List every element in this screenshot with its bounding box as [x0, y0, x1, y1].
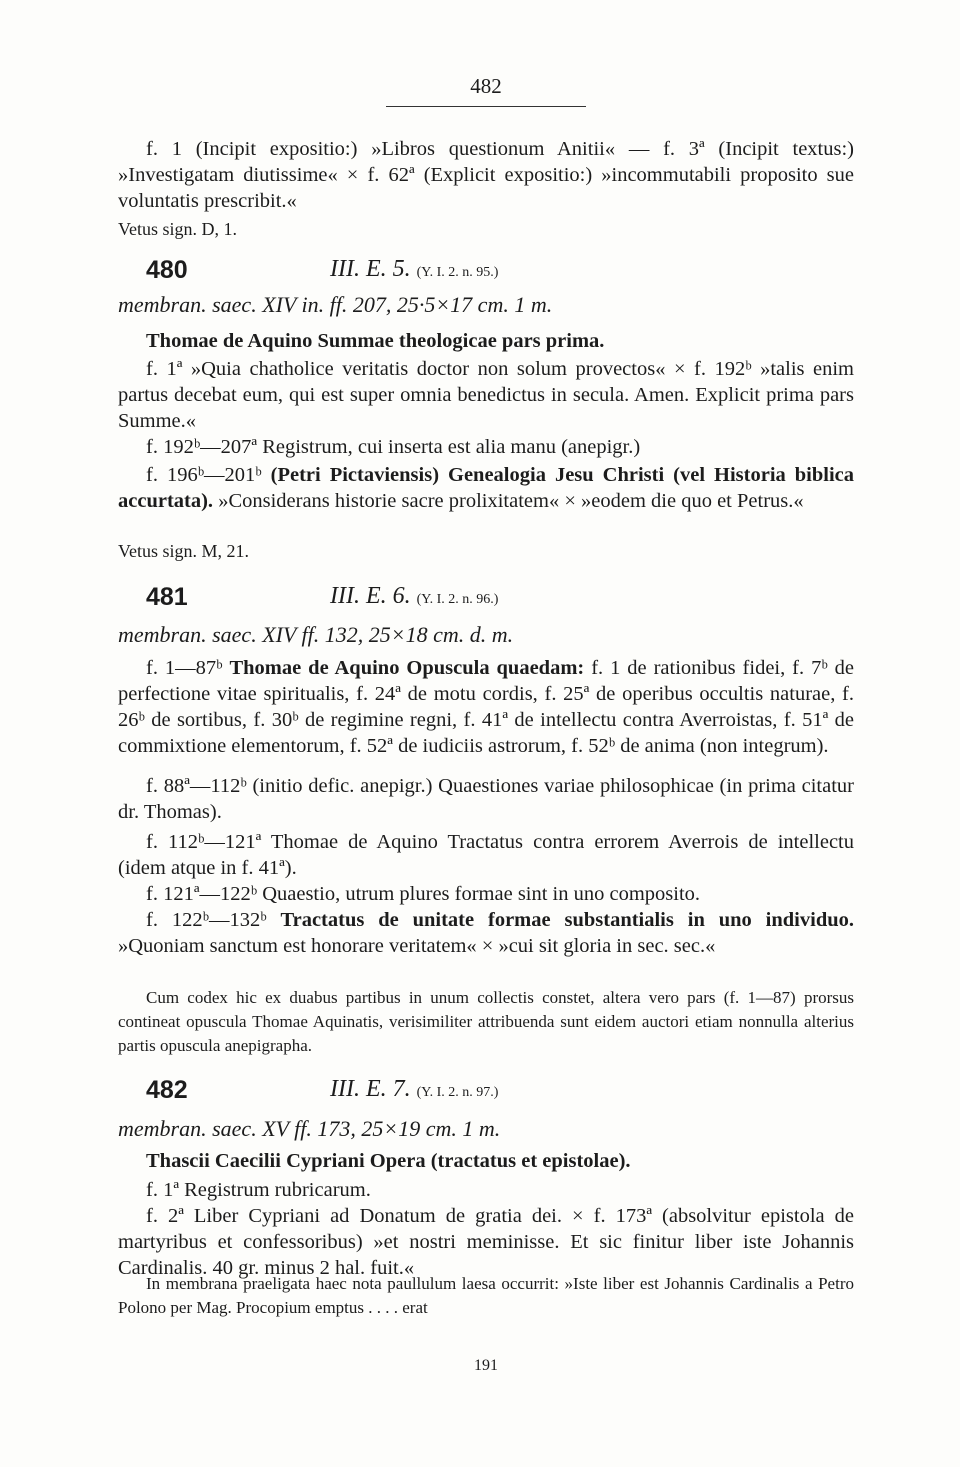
old-signature: (Y. I. 2. n. 96.)	[416, 592, 499, 607]
entry-480-incipit: f. 1ª »Quia chatholice veritatis doctor non solum provectos« × f. 192ᵇ »talis enim partus decebat eum, qui est super omnia benedictus in secula. Amen. Explicit prima pars Summe.«	[118, 358, 854, 432]
old-signature: (Y. I. 2. n. 95.)	[416, 265, 499, 280]
folio-number: 191	[474, 1357, 498, 1374]
entry-number: 481	[146, 583, 188, 611]
entry-480-title: Thomae de Aquino Summae theologicae pars prima.	[146, 330, 605, 352]
entry-480-genealogia: f. 196ᵇ—201ᵇ (Petri Pictaviensis) Genealogia Jesu Christi (vel Historia biblica accurtata). »Considerans historie sacre prolixitatem« × »eodem die quo et Petrus.«	[118, 464, 854, 512]
entry-480-physical-description: membran. saec. XIV in. ff. 207, 25·5×17 cm. 1 m.	[118, 292, 553, 317]
genealogia-title: (Petri Pictaviensis) Genealogia Jesu Christi (vel Historia biblica accurtata).	[118, 464, 854, 512]
entry-481-note: Cum codex hic ex duabus partibus in unum collectis constet, altera vero pars (f. 1—87) prorsus contineat opuscula Thomae Aquinatis, verisimiliter attribuenda sunt eidem auctori etiam nonnulla alterius partis opuscula anepigrapha.	[118, 988, 854, 1055]
old-signature: (Y. I. 2. n. 97.)	[416, 1085, 499, 1100]
intro-paragraph: f. 1 (Incipit expositio:) »Libros questionum Anitii« — f. 3ª (Incipit textus:) »Investigatam diutissime« × f. 62ª (Explicit expositio:) »incommutabili proposito sue voluntatis prescribit.«	[118, 138, 854, 212]
entry-number: 480	[146, 256, 188, 284]
entry-number: 482	[146, 1076, 188, 1104]
entry-480-vetus-sign: Vetus sign. M, 21.	[118, 541, 250, 561]
entry-482-note: In membrana praeligata haec nota paullulum laesa occurrit: »Iste liber est Johannis Cardinalis a Petro Polono per Mag. Procopium emptus . . . . erat	[118, 1274, 854, 1317]
entry-482-liber: f. 2ª Liber Cypriani ad Donatum de gratia dei. × f. 173ª (absolvitur epistola de martyribus et confessoribus) »et nostri meminisse. Et sic finitur liber iste Johannis Cardinalis. 40 gr. minus 2 hal. fuit.«	[118, 1205, 854, 1279]
shelfmark: III. E. 7. (Y. I. 2. n. 97.)	[330, 1076, 499, 1102]
header-rule	[386, 106, 586, 107]
entry-481-opuscula: f. 1—87ᵇ Thomae de Aquino Opuscula quaedam: f. 1 de rationibus fidei, f. 7ᵇ de perfectione vitae spiritualis, f. 24ª de motu cordis, f. 25ª de operibus occultis naturae, f. 26ᵇ de sortibus, f. 30ᵇ de regimine regni, f. 41ª de intellectu contra Averroistas, f. 51ª de commixtione elementorum, f. 52ª de iudiciis astrorum, f. 52ᵇ de anima (non integrum).	[118, 657, 854, 757]
running-head: 482	[470, 74, 502, 98]
entry-482-title: Thascii Caecilii Cypriani Opera (tractatus et epistolae).	[146, 1150, 631, 1172]
entry-481-heading	[118, 583, 854, 619]
intro-vetus-sign: Vetus sign. D, 1.	[118, 219, 238, 239]
shelfmark: III. E. 6. (Y. I. 2. n. 96.)	[330, 583, 499, 609]
unitate-title: Tractatus de unitate formae substantialis in uno individuo.	[280, 909, 854, 931]
entry-480-heading	[118, 256, 854, 292]
entry-482-physical-description: membran. saec. XV ff. 173, 25×19 cm. 1 m.	[118, 1116, 501, 1141]
entry-481-quaestio: f. 121ª—122ᵇ Quaestio, utrum plures formae sint in uno composito.	[146, 883, 701, 905]
entry-481-quaestiones: f. 88ª—112ᵇ (initio defic. anepigr.) Quaestiones variae philosophicae (in prima citatur dr. Thomas).	[118, 775, 854, 823]
entry-481-physical-description: membran. saec. XIV ff. 132, 25×18 cm. d. m.	[118, 622, 514, 647]
entry-482-registrum: f. 1ª Registrum rubricarum.	[146, 1179, 371, 1201]
opuscula-title: Thomae de Aquino Opuscula quaedam:	[229, 657, 585, 679]
entry-481-tractatus: f. 112ᵇ—121ª Thomae de Aquino Tractatus contra errorem Averrois de intellectu (idem atque in f. 41ª).	[118, 831, 854, 879]
entry-480-registrum: f. 192ᵇ—207ª Registrum, cui inserta est alia manu (anepigr.)	[146, 436, 641, 458]
entry-481-unitate: f. 122ᵇ—132ᵇ Tractatus de unitate formae substantialis in uno individuo. »Quoniam sanctum est honorare veritatem« × »cui sit gloria in sec. sec.«	[118, 909, 854, 957]
shelfmark: III. E. 5. (Y. I. 2. n. 95.)	[330, 256, 499, 282]
entry-482-heading	[118, 1076, 854, 1112]
